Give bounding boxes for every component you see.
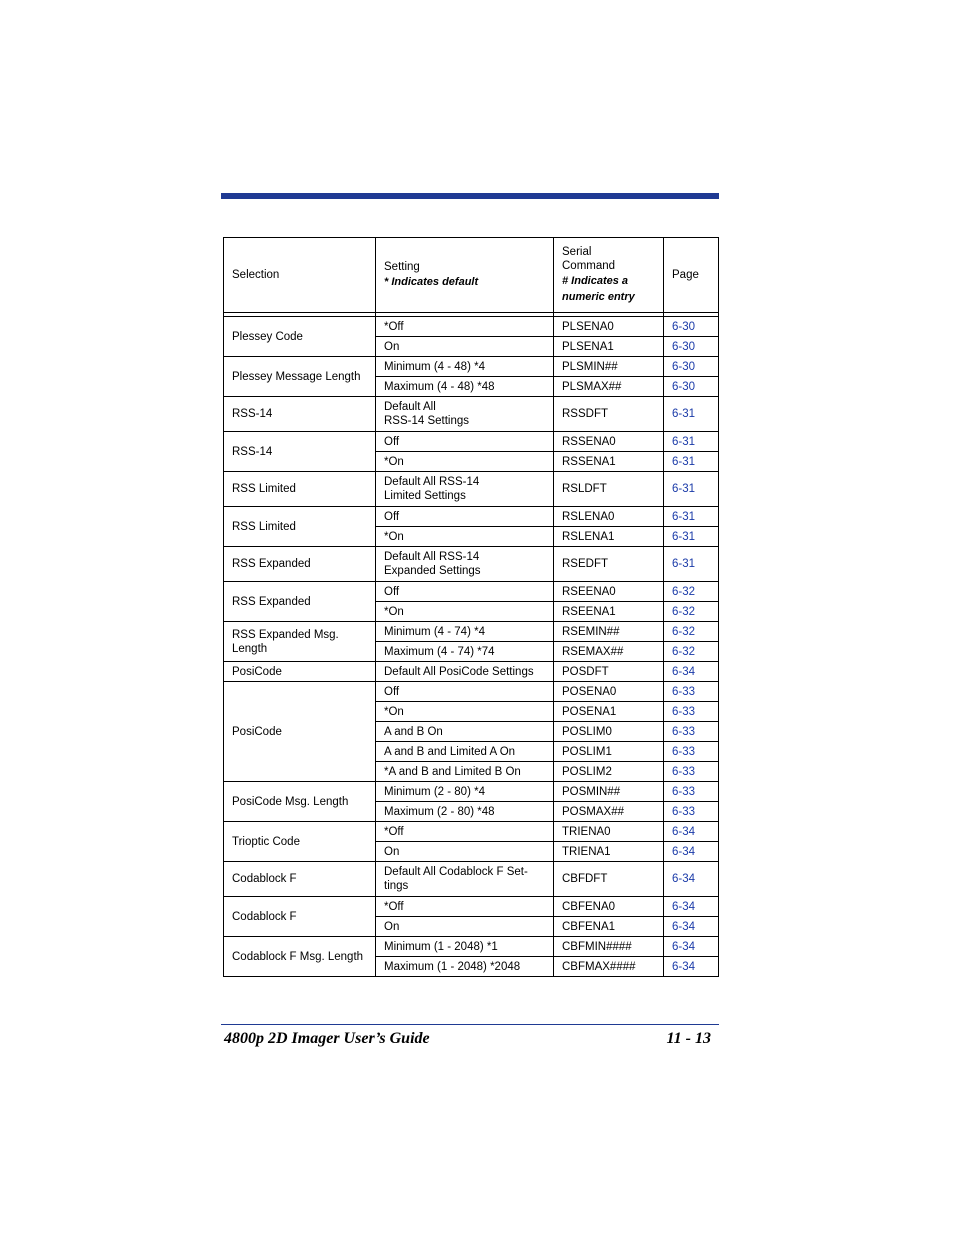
cell-page [664, 397, 719, 432]
cell-serial-command: RSLENA1 [554, 527, 664, 547]
page-link[interactable]: 6-33 [672, 725, 696, 738]
cell-page [664, 432, 719, 452]
footer-title: 4800p 2D Imager User’s Guide [224, 1030, 430, 1047]
table-header-row [224, 238, 719, 313]
serial-numeric-note: # Indicates a numeric entry [562, 275, 635, 303]
cell-selection: PosiCode Msg. Length [224, 782, 376, 822]
page-link[interactable]: 6-32 [672, 605, 696, 618]
cell-serial-command: RSEMIN## [554, 622, 664, 642]
footer-rule [221, 1024, 719, 1025]
cell-setting: Maximum (1 - 2048) *2048 [376, 957, 554, 977]
cell-serial-command: TRIENA1 [554, 842, 664, 862]
page-link[interactable]: 6-31 [672, 483, 696, 495]
cell-serial-command: RSSENA1 [554, 452, 664, 472]
cell-page [664, 782, 719, 802]
cell-page [664, 337, 719, 357]
cell-serial-command: RSLENA0 [554, 507, 664, 527]
cell-serial-command: CBFENA1 [554, 917, 664, 937]
table-row [224, 432, 719, 452]
cell-setting: A and B and Limited A On [376, 742, 554, 762]
cell-page [664, 547, 719, 582]
footer-page-number: 11 - 13 [666, 1030, 711, 1047]
page-link[interactable]: 6-32 [672, 625, 696, 638]
cell-selection: Codablock F Msg. Length [224, 937, 376, 977]
page-link[interactable]: 6-31 [672, 530, 696, 543]
cell-setting: Default All RSS-14 Expanded Settings [376, 547, 554, 582]
cell-setting: *Off [376, 822, 554, 842]
cell-serial-command: CBFMAX#### [554, 957, 664, 977]
cell-page [664, 452, 719, 472]
cell-page [664, 317, 719, 337]
table-row [224, 897, 719, 917]
cell-serial-command: POSLIM1 [554, 742, 664, 762]
cell-setting: *On [376, 702, 554, 722]
cell-page [664, 862, 719, 897]
cell-setting: Minimum (4 - 74) *4 [376, 622, 554, 642]
page-link[interactable]: 6-34 [672, 900, 696, 913]
cell-setting: Off [376, 432, 554, 452]
cell-serial-command: POSMAX## [554, 802, 664, 822]
table-row [224, 397, 719, 432]
cell-page [664, 527, 719, 547]
cell-serial-command: RSSDFT [554, 397, 664, 432]
cell-selection: Trioptic Code [224, 822, 376, 862]
cell-selection: RSS Expanded [224, 547, 376, 582]
page-link[interactable]: 6-33 [672, 745, 696, 758]
page-link[interactable]: 6-31 [672, 455, 696, 468]
table-row [224, 622, 719, 642]
cell-serial-command: PLSENA0 [554, 317, 664, 337]
page-link[interactable]: 6-33 [672, 765, 696, 778]
cell-serial-command: CBFENA0 [554, 897, 664, 917]
cell-setting: A and B On [376, 722, 554, 742]
cell-selection: RSS Limited [224, 507, 376, 547]
cell-page [664, 642, 719, 662]
table-row [224, 662, 719, 682]
cell-selection: RSS Expanded [224, 582, 376, 622]
page-link[interactable]: 6-30 [672, 340, 696, 353]
page-link[interactable]: 6-31 [672, 408, 696, 420]
cell-serial-command: RSEENA0 [554, 582, 664, 602]
cell-setting: *A and B and Limited B On [376, 762, 554, 782]
page-link[interactable]: 6-34 [672, 920, 696, 933]
cell-page [664, 702, 719, 722]
page-link[interactable]: 6-32 [672, 585, 696, 598]
cell-page [664, 822, 719, 842]
cell-serial-command: PLSMIN## [554, 357, 664, 377]
cell-serial-command: RSEDFT [554, 547, 664, 582]
cell-setting: Minimum (4 - 48) *4 [376, 357, 554, 377]
cell-page [664, 357, 719, 377]
cell-setting: Off [376, 682, 554, 702]
cell-selection: RSS-14 [224, 432, 376, 472]
cell-setting: On [376, 337, 554, 357]
table-row [224, 937, 719, 957]
column-header-serial-command: Serial Command # Indicates a numeric entry [554, 238, 664, 313]
cell-serial-command: RSEMAX## [554, 642, 664, 662]
page-link[interactable]: 6-33 [672, 705, 696, 718]
cell-serial-command: RSSENA0 [554, 432, 664, 452]
page-link[interactable]: 6-31 [672, 435, 696, 448]
cell-setting: Off [376, 582, 554, 602]
cell-serial-command: RSEENA1 [554, 602, 664, 622]
cell-serial-command: CBFDFT [554, 862, 664, 897]
page-link[interactable]: 6-34 [672, 845, 696, 858]
cell-selection: Plessey Message Length [224, 357, 376, 397]
cell-setting: Default All RSS-14 Limited Settings [376, 472, 554, 507]
page-link[interactable]: 6-33 [672, 785, 696, 798]
cell-page [664, 957, 719, 977]
column-header-setting: Setting * Indicates default [376, 238, 554, 313]
cell-page [664, 842, 719, 862]
cell-page [664, 937, 719, 957]
cell-page [664, 682, 719, 702]
cell-page [664, 802, 719, 822]
page-link[interactable]: 6-34 [672, 940, 696, 953]
page-link[interactable]: 6-33 [672, 805, 696, 818]
setting-default-note: * Indicates default [384, 276, 479, 288]
cell-setting: *On [376, 527, 554, 547]
cell-page [664, 662, 719, 682]
cell-page [664, 602, 719, 622]
table-row [224, 682, 719, 702]
page-link[interactable]: 6-30 [672, 380, 696, 393]
page-link[interactable]: 6-30 [672, 320, 696, 333]
cell-page [664, 722, 719, 742]
cell-serial-command: TRIENA0 [554, 822, 664, 842]
cell-serial-command: PLSMAX## [554, 377, 664, 397]
cell-selection: Codablock F [224, 897, 376, 937]
column-header-selection: Selection [224, 238, 376, 313]
cell-setting: Maximum (4 - 48) *48 [376, 377, 554, 397]
cell-page [664, 507, 719, 527]
page-link[interactable]: 6-34 [672, 873, 696, 885]
cell-setting: *On [376, 452, 554, 472]
table-row [224, 507, 719, 527]
cell-setting: Minimum (1 - 2048) *1 [376, 937, 554, 957]
cell-serial-command: POSDFT [554, 662, 664, 682]
cell-serial-command: POSMIN## [554, 782, 664, 802]
serial-command-table [223, 237, 719, 977]
cell-serial-command: PLSENA1 [554, 337, 664, 357]
column-header-page: Page [664, 238, 719, 313]
cell-selection: Codablock F [224, 862, 376, 897]
cell-selection: RSS Expanded Msg. Length [224, 622, 376, 662]
page-link[interactable]: 6-33 [672, 685, 696, 698]
cell-setting: Default All PosiCode Settings [376, 662, 554, 682]
cell-setting: Maximum (4 - 74) *74 [376, 642, 554, 662]
cell-setting: Default All RSS-14 Settings [376, 397, 554, 432]
cell-setting: Maximum (2 - 80) *48 [376, 802, 554, 822]
cell-selection: RSS-14 [224, 397, 376, 432]
cell-page [664, 622, 719, 642]
page-link[interactable]: 6-34 [672, 825, 696, 838]
cell-selection: PosiCode [224, 662, 376, 682]
cell-page [664, 377, 719, 397]
cell-selection: Plessey Code [224, 317, 376, 357]
table-body [224, 317, 719, 977]
table-row [224, 782, 719, 802]
cell-setting: Off [376, 507, 554, 527]
table-row [224, 547, 719, 582]
cell-setting: Default All Codablock F Set- tings [376, 862, 554, 897]
header-accent-bar [221, 193, 719, 199]
cell-setting: Minimum (2 - 80) *4 [376, 782, 554, 802]
cell-serial-command: POSLIM2 [554, 762, 664, 782]
cell-page [664, 917, 719, 937]
cell-setting: *Off [376, 897, 554, 917]
table-row [224, 357, 719, 377]
page-link[interactable]: 6-31 [672, 510, 696, 523]
page-link[interactable]: 6-34 [672, 665, 696, 678]
cell-page [664, 742, 719, 762]
table-row [224, 582, 719, 602]
cell-serial-command: POSLIM0 [554, 722, 664, 742]
table-row [224, 822, 719, 842]
page-link[interactable]: 6-34 [672, 960, 696, 973]
cell-page [664, 472, 719, 507]
table-row [224, 472, 719, 507]
page-link[interactable]: 6-31 [672, 558, 696, 570]
cell-serial-command: POSENA1 [554, 702, 664, 722]
cell-setting: On [376, 917, 554, 937]
cell-serial-command: RSLDFT [554, 472, 664, 507]
table-row [224, 862, 719, 897]
cell-page [664, 897, 719, 917]
cell-serial-command: POSENA0 [554, 682, 664, 702]
cell-selection: PosiCode [224, 682, 376, 782]
cell-setting: *Off [376, 317, 554, 337]
page-link[interactable]: 6-32 [672, 645, 696, 658]
cell-page [664, 582, 719, 602]
cell-setting: *On [376, 602, 554, 622]
cell-serial-command: CBFMIN#### [554, 937, 664, 957]
cell-setting: On [376, 842, 554, 862]
table-row [224, 317, 719, 337]
cell-page [664, 762, 719, 782]
cell-selection: RSS Limited [224, 472, 376, 507]
page-link[interactable]: 6-30 [672, 360, 696, 373]
